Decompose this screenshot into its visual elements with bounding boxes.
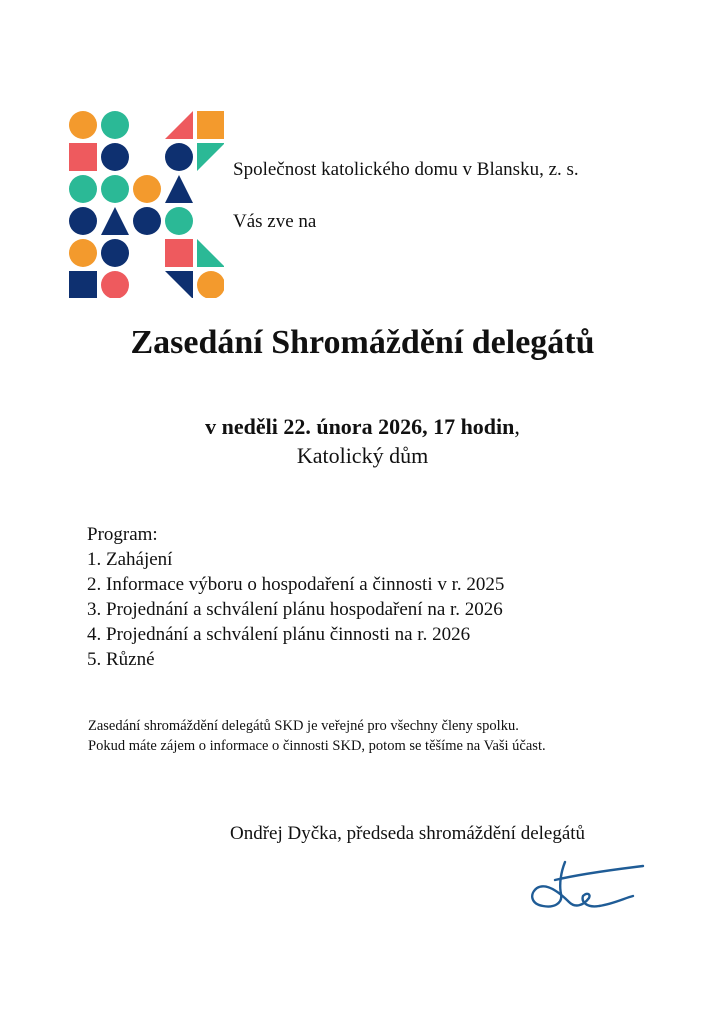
- logo-circle-navy: [165, 143, 193, 171]
- logo-square-coral: [69, 143, 97, 171]
- handwritten-signature: [525, 858, 645, 914]
- logo-tri-br-coral: [165, 111, 193, 139]
- invitation-text: Vás zve na: [233, 211, 317, 232]
- organization-name: Společnost katolického domu v Blansku, z. s.: [233, 159, 579, 180]
- logo-circle-coral: [101, 271, 129, 298]
- program-item: 4. Projednání a schválení plánu činnosti na r. 2026: [87, 624, 471, 645]
- logo-tri-up-navy: [101, 207, 129, 235]
- event-date-line: [0, 414, 725, 440]
- logo-circle-teal: [69, 175, 97, 203]
- logo-circle-orange: [69, 111, 97, 139]
- logo-circle-navy: [101, 143, 129, 171]
- logo-circle-teal: [165, 207, 193, 235]
- logo-square-coral: [165, 239, 193, 267]
- logo-circle-navy: [101, 239, 129, 267]
- program-item: 1. Zahájení: [87, 549, 173, 570]
- program-item: 5. Různé: [87, 649, 155, 670]
- program-item: 2. Informace výboru o hospodaření a činnosti v r. 2025: [87, 574, 505, 595]
- organization-logo: [67, 109, 224, 298]
- note-line: Pokud máte zájem o informace o činnosti SKD, potom se těšíme na Vaši účast.: [88, 738, 546, 754]
- logo-tri-up-navy: [165, 175, 193, 203]
- logo-tri-tl-teal: [197, 143, 224, 171]
- logo-circle-teal: [101, 175, 129, 203]
- logo-square-navy: [69, 271, 97, 298]
- logo-circle-navy: [69, 207, 97, 235]
- signer-name: Ondřej Dyčka, předseda shromáždění delegátů: [230, 823, 586, 844]
- public-note: [88, 716, 546, 756]
- logo-circle-orange: [197, 271, 224, 298]
- event-date: v neděli 22. února 2026, 17 hodin: [205, 414, 515, 439]
- event-venue: Katolický dům: [296, 443, 429, 468]
- event-title: Zasedání Shromáždění delegátů: [130, 324, 595, 361]
- program-heading: Program:: [87, 524, 158, 545]
- logo-tri-bl-teal: [197, 239, 224, 267]
- logo-square-orange: [197, 111, 224, 139]
- logo-circle-orange: [69, 239, 97, 267]
- logo-circle-orange: [133, 175, 161, 203]
- note-line: Zasedání shromáždění delegátů SKD je veřejné pro všechny členy spolku.: [88, 718, 519, 734]
- event-date-suffix: ,: [514, 414, 520, 439]
- logo-tri-tr-navy: [165, 271, 193, 298]
- logo-circle-teal: [101, 111, 129, 139]
- program-section: [87, 522, 504, 672]
- logo-circle-navy: [133, 207, 161, 235]
- program-item: 3. Projednání a schválení plánu hospodaření na r. 2026: [87, 599, 503, 620]
